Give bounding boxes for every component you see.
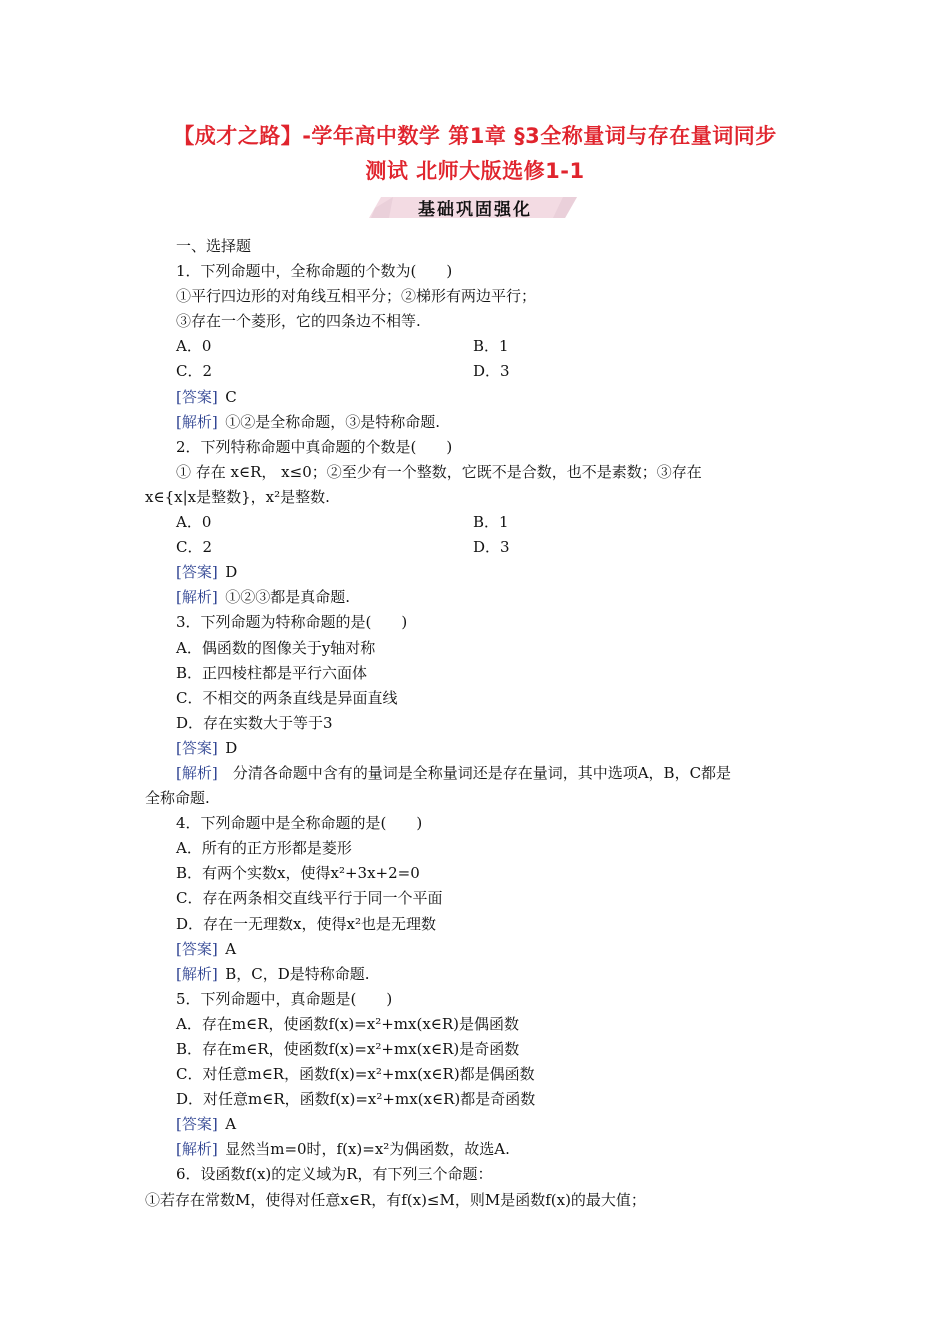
q1-answer <box>145 385 810 410</box>
answer-tag: [答案] <box>176 738 218 757</box>
q3-stem: 3．下列命题为特称命题的是( ) <box>176 613 408 632</box>
q3-analysis-text-1: 分清各命题中含有的量词是全称量词还是存在量词，其中选项A，B，C都是 <box>232 763 732 782</box>
q2-option-c: C．2 <box>176 538 213 557</box>
analysis-tag: [解析] <box>176 964 218 983</box>
q3-option-d: D．存在实数大于等于3 <box>176 713 333 732</box>
q5-stem: 5．下列命题中，真命题是( ) <box>176 989 393 1008</box>
q3-analysis-text-2: 全称命题. <box>145 789 210 808</box>
q4-option-a: A．所有的正方形都是菱形 <box>176 839 352 858</box>
q2-stem: 2．下列特称命题中真命题的个数是( ) <box>176 437 453 456</box>
q1-stem: 1．下列命题中，全称命题的个数为( ) <box>176 262 453 281</box>
q5-option-c: C．对任意m∈R，函数f(x)=x²+mx(x∈R)都是偶函数 <box>176 1065 535 1084</box>
q2-analysis <box>145 585 810 610</box>
q4-stem: 4．下列命题中是全称命题的是( ) <box>176 814 423 833</box>
q3-option-a: A．偶函数的图像关于y轴对称 <box>176 638 376 657</box>
answer-tag: [答案] <box>176 1115 218 1134</box>
analysis-tag: [解析] <box>176 412 218 431</box>
q2-options-row-2 <box>145 535 810 560</box>
q2-options-row-1 <box>145 510 810 535</box>
q6-statement-1: ①若存在常数M，使得对任意x∈R，有f(x)≤M，则M是函数f(x)的最大值； <box>145 1190 646 1209</box>
q5-option-a: A．存在m∈R，使函数f(x)=x²+mx(x∈R)是偶函数 <box>176 1014 520 1033</box>
q1-statement-1: ①平行四边形的对角线互相平分；②梯形有两边平行； <box>176 287 537 306</box>
q5-answer-value: A <box>225 1115 237 1134</box>
q2-analysis-text: ①②③都是真命题. <box>225 588 350 607</box>
q1-analysis-text: ①②是全称命题，③是特称命题. <box>225 412 440 431</box>
q4-analysis <box>145 962 810 987</box>
exercise-content <box>145 234 810 1213</box>
q3-answer <box>145 736 810 761</box>
q3-option-b: B．正四棱柱都是平行六面体 <box>176 663 368 682</box>
q1-option-a: A．0 <box>176 337 212 356</box>
q4-option-b: B．有两个实数x，使得x²+3x+2=0 <box>176 864 420 883</box>
analysis-tag: [解析] <box>176 588 218 607</box>
q1-answer-value: C <box>225 387 237 406</box>
q2-option-a: A．0 <box>176 513 212 532</box>
q1-option-b: B．1 <box>473 337 509 356</box>
document-title-line-2: 测试 北师大版选修1-1 <box>365 159 585 183</box>
q1-options-row-2 <box>145 359 810 384</box>
q2-statement-2: x∈{x|x是整数}，x²是整数. <box>145 487 330 506</box>
answer-tag: [答案] <box>176 387 218 406</box>
q4-option-c: C．存在两条相交直线平行于同一个平面 <box>176 889 443 908</box>
analysis-tag: [解析] <box>176 1140 218 1159</box>
q6-stem: 6．设函数f(x)的定义域为R，有下列三个命题： <box>176 1165 493 1184</box>
q5-analysis-text: 显然当m=0时，f(x)=x²为偶函数，故选A. <box>225 1140 510 1159</box>
q1-statement-2: ③存在一个菱形，它的四条边不相等. <box>176 312 421 331</box>
answer-tag: [答案] <box>176 939 218 958</box>
q3-option-c: C．不相交的两条直线是异面直线 <box>176 688 398 707</box>
section-banner <box>367 194 583 220</box>
q2-option-d: D．3 <box>473 538 510 557</box>
answer-tag: [答案] <box>176 563 218 582</box>
q4-analysis-text: B，C，D是特称命题. <box>225 964 370 983</box>
q2-answer <box>145 560 810 585</box>
q5-analysis <box>145 1137 810 1162</box>
q4-option-d: D．存在一无理数x，使得x²也是无理数 <box>176 914 436 933</box>
q5-answer <box>145 1112 810 1137</box>
q3-analysis <box>145 761 810 786</box>
q5-option-d: D．对任意m∈R，函数f(x)=x²+mx(x∈R)都是奇函数 <box>176 1090 536 1109</box>
analysis-tag: [解析] <box>176 763 218 782</box>
q2-answer-value: D <box>225 563 238 582</box>
q3-answer-value: D <box>225 738 238 757</box>
section-heading: 一、选择题 <box>176 237 252 255</box>
q1-option-d: D．3 <box>473 362 510 381</box>
q1-option-c: C．2 <box>176 362 213 381</box>
q1-options-row-1 <box>145 334 810 359</box>
document-title-line-1: 【成才之路】-学年高中数学 第1章 §3全称量词与存在量词同步 <box>173 124 777 148</box>
q2-option-b: B．1 <box>473 513 509 532</box>
q4-answer <box>145 937 810 962</box>
q2-statement-1: ① 存在 x∈R， x≤0；②至少有一个整数，它既不是合数，也不是素数；③存在 <box>176 462 702 481</box>
q1-analysis <box>145 410 810 435</box>
q5-option-b: B．存在m∈R，使函数f(x)=x²+mx(x∈R)是奇函数 <box>176 1040 520 1058</box>
banner-label: 基础巩固强化 <box>418 200 532 220</box>
q4-answer-value: A <box>225 939 237 958</box>
